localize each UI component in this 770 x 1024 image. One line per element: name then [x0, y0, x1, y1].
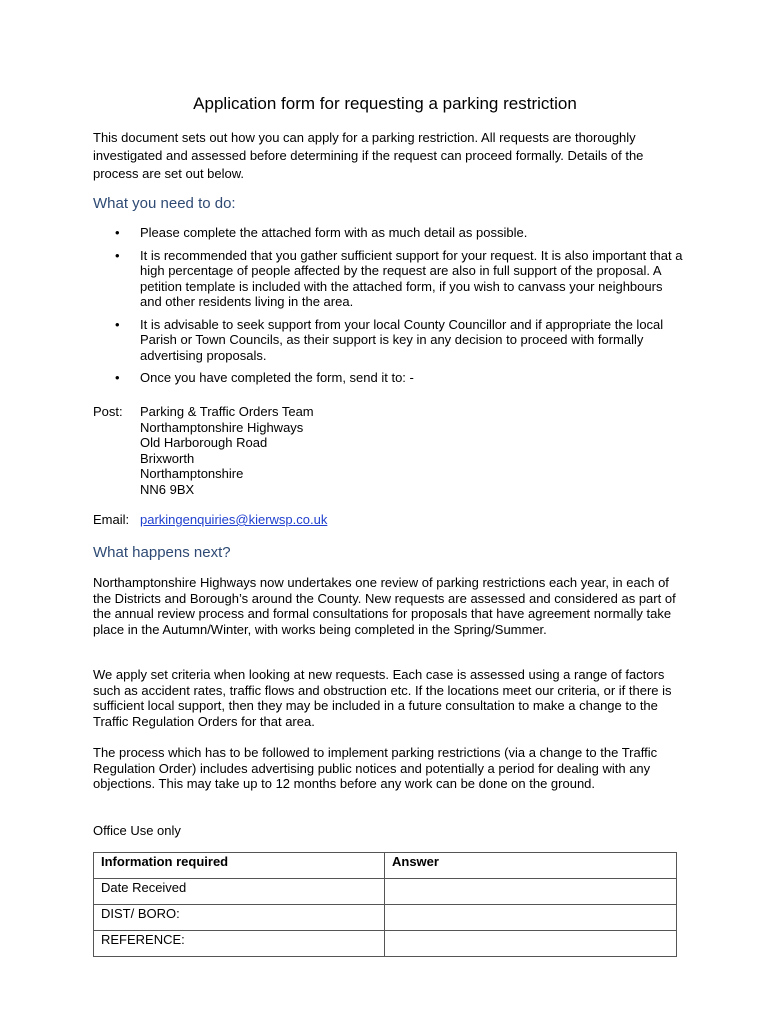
- row-label: REFERENCE:: [94, 931, 385, 957]
- email-label: Email:: [93, 512, 130, 527]
- bullet-icon: •: [115, 316, 120, 332]
- bullet-icon: •: [115, 247, 120, 263]
- postal-address: [140, 404, 314, 497]
- email-link[interactable]: parkingenquiries@kierwsp.co.uk: [140, 512, 328, 527]
- address-line: NN6 9BX: [140, 481, 195, 497]
- row-label: Date Received: [94, 879, 385, 905]
- address-line: Northamptonshire Highways: [140, 419, 304, 435]
- criteria-paragraph: We apply set criteria when looking at new requests. Each case is assessed using a range of factors such as accident rates, traffic flows and obstruction etc. If the locations meet our criteria, or if there is sufficient local support, then they may be included in a future consultation to make a change to the Traffic Regulation Orders for that area.: [93, 667, 672, 729]
- list-item: • It is recommended that you gather sufficient support for your request. It is also important that a high percentage of people affected by the request are also in full support of the proposal. A petition template is included with the attached form, if you wish to canvass your neighbours and other residents living in the area.: [115, 247, 683, 309]
- what-you-need-heading: What you need to do:: [93, 195, 236, 212]
- review-paragraph: Northamptonshire Highways now undertakes one review of parking restrictions each year, in each of the Districts and Borough’s around the County. New requests are assessed and considered as part of the annual review process and formal consultations for proposals that have agreement normally take place in the Autumn/Winter, with works being completed in the Spring/Summer.: [93, 575, 676, 637]
- list-item: • It is advisable to seek support from your local County Councillor and if appropriate the local Parish or Town Councils, as their support is key in any decision to proceed with formally advertising proposals.: [115, 316, 664, 363]
- header-information-required: Information required: [94, 853, 385, 879]
- table-row: [94, 905, 677, 931]
- document-title: Application form for requesting a parking restriction: [193, 94, 577, 113]
- office-use-table: [93, 852, 677, 957]
- list-item: • Please complete the attached form with as much detail as possible.: [115, 225, 528, 240]
- row-answer-cell[interactable]: [385, 879, 677, 905]
- office-use-label: Office Use only: [93, 823, 181, 838]
- header-answer: Answer: [385, 853, 677, 879]
- intro-paragraph: This document sets out how you can apply for a parking restriction. All requests are thoroughly investigated and assessed before determining if the request can proceed formally. Details of the process are set out below.: [93, 130, 644, 181]
- table-header-row: [94, 853, 677, 879]
- row-answer-cell[interactable]: [385, 905, 677, 931]
- requirements-list: [93, 225, 683, 393]
- bullet-icon: •: [115, 225, 120, 240]
- row-label: DIST/ BORO:: [94, 905, 385, 931]
- address-line: Northamptonshire: [140, 466, 244, 481]
- address-line: Old Harborough Road: [140, 435, 268, 450]
- post-label: Post:: [93, 404, 123, 419]
- address-line: Parking & Traffic Orders Team: [140, 404, 314, 419]
- address-line: Brixworth: [140, 450, 195, 466]
- process-paragraph: The process which has to be followed to implement parking restrictions (via a change to the Traffic Regulation Order) includes advertising public notices and potentially a period for dealing with any objections. This may take up to 12 months before any work can be done on the ground.: [93, 745, 658, 791]
- table-row: [94, 879, 677, 905]
- what-happens-heading: What happens next?: [93, 544, 231, 561]
- row-answer-cell[interactable]: [385, 931, 677, 957]
- list-item: • Once you have completed the form, send it to: -: [115, 370, 414, 385]
- table-row: [94, 931, 677, 957]
- bullet-icon: •: [115, 370, 120, 385]
